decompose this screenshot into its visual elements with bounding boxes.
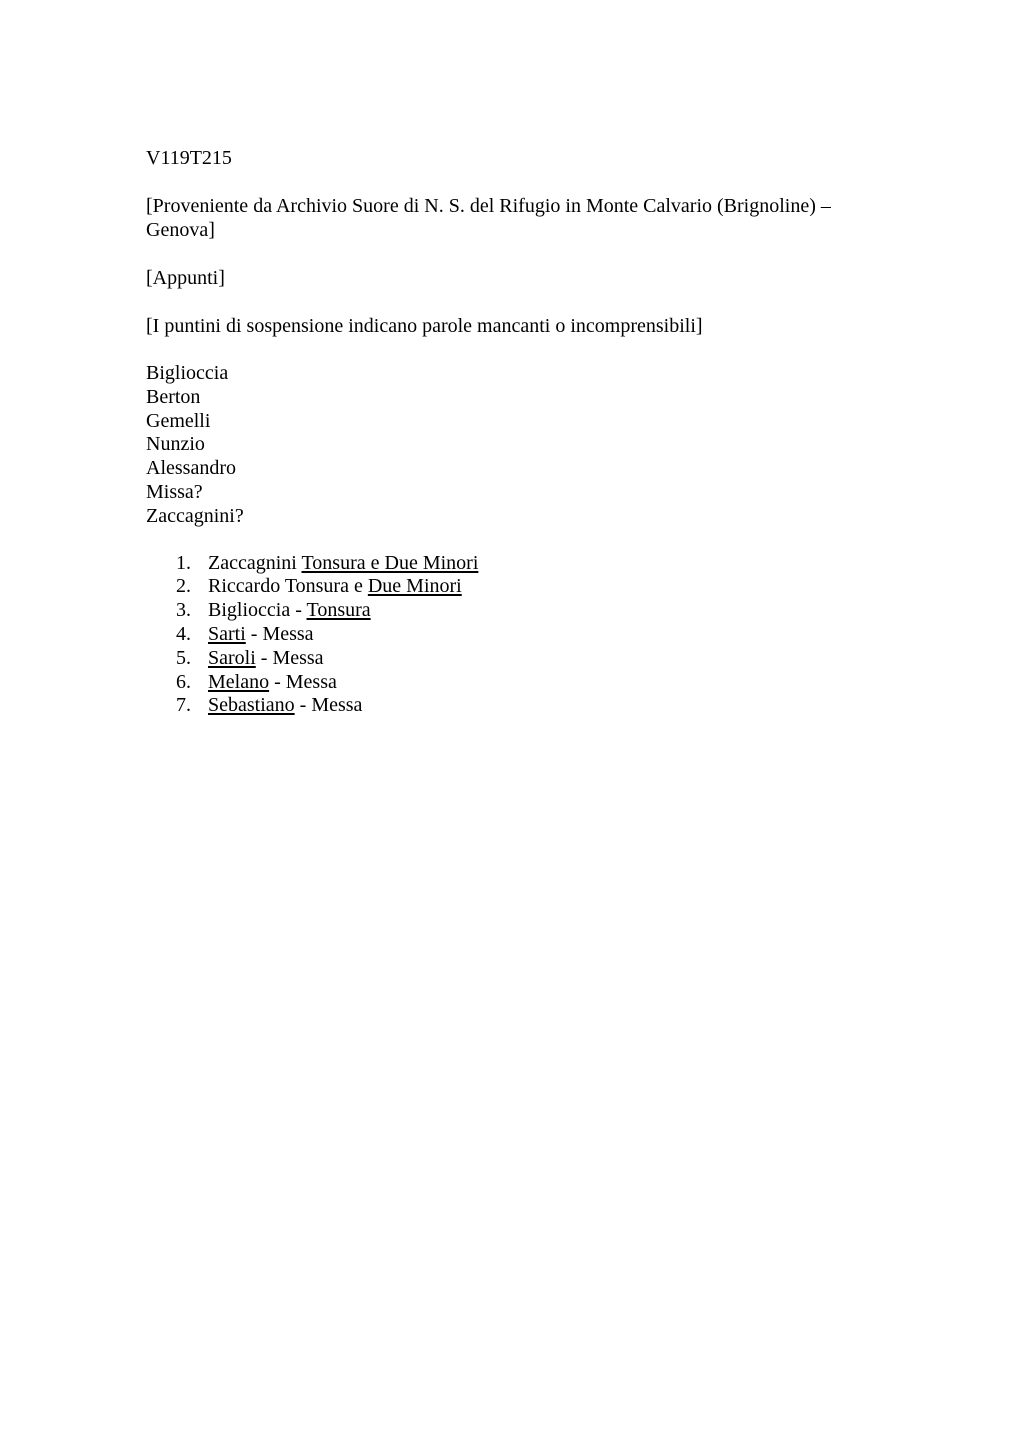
- list-item: [146, 599, 876, 623]
- list-text: Riccardo Tonsura e: [208, 575, 368, 598]
- list-item: [146, 575, 876, 599]
- list-text-underlined: Melano: [208, 670, 270, 693]
- list-text: - Messa: [294, 694, 363, 717]
- list-number: 2.: [176, 575, 191, 598]
- section-title: [Appunti]: [146, 267, 225, 289]
- name-line: Missa?: [146, 480, 203, 503]
- list-text-underlined: Sebastiano: [208, 694, 295, 717]
- list-number: 4.: [176, 622, 191, 645]
- name-line: Nunzio: [146, 433, 205, 456]
- list-number: 1.: [176, 551, 191, 574]
- list-text-underlined: Saroli: [208, 646, 256, 669]
- numbered-list: [146, 552, 876, 719]
- list-number: 6.: [176, 670, 191, 693]
- list-item: [146, 671, 876, 695]
- name-line: Gemelli: [146, 409, 211, 432]
- name-line: Berton: [146, 385, 201, 408]
- list-number: 5.: [176, 646, 191, 669]
- list-item: [146, 623, 876, 647]
- list-text-underlined: Tonsura e Due Minori: [301, 551, 479, 574]
- list-text-underlined: Sarti: [208, 622, 246, 645]
- name-line: Alessandro: [146, 457, 236, 480]
- list-item: [146, 647, 876, 671]
- list-number: 3.: [176, 599, 191, 622]
- name-line: Zaccagnini?: [146, 504, 244, 527]
- list-item: [146, 552, 876, 576]
- list-number: 7.: [176, 694, 191, 717]
- ellipsis-note: [I puntini di sospensione indicano parole mancanti o incomprensibili]: [146, 315, 703, 337]
- list-text: - Messa: [269, 670, 337, 693]
- document-code: V119T215: [146, 147, 232, 169]
- list-item: [146, 694, 876, 718]
- list-text: Biglioccia -: [208, 599, 307, 622]
- list-text-underlined: Tonsura: [306, 599, 371, 622]
- provenance-note: [Proveniente da Archivio Suore di N. S. del Rifugio in Monte Calvario (Brignoline) – Genova]: [146, 195, 831, 241]
- name-line: Biglioccia: [146, 362, 229, 384]
- list-text-underlined: Due Minori: [367, 575, 462, 598]
- list-text: Zaccagnini: [208, 551, 302, 574]
- document-page: [146, 146, 876, 718]
- list-text: - Messa: [245, 622, 314, 645]
- names-list: [146, 362, 876, 529]
- list-text: - Messa: [255, 646, 324, 669]
